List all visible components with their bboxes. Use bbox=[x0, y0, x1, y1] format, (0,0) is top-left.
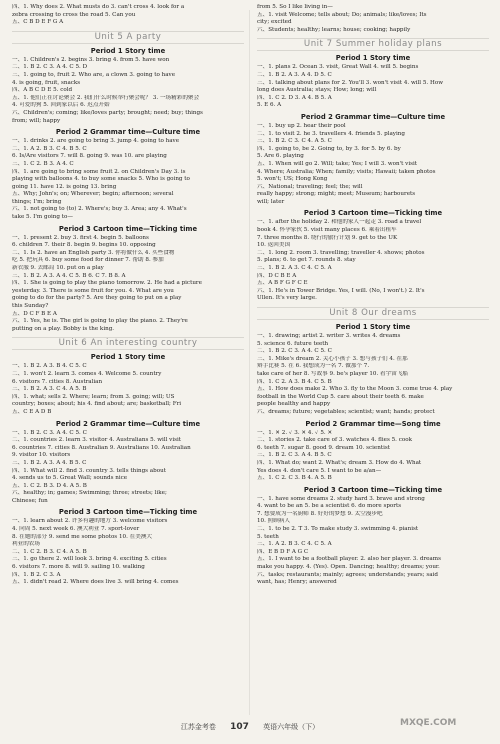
answer-line: 一、1. have some dreams 2. study hard 3. brave and strong bbox=[257, 495, 425, 502]
unit-7-title: Unit 7 Summer holiday plans bbox=[257, 38, 489, 51]
answer-line: Yes does 4. don't care 5. I want to be a/an— bbox=[257, 467, 382, 474]
unit-5-period-3-title: Period 3 Cartoon time—Ticking time bbox=[58, 224, 198, 233]
answer-line: zebra crossing to cross the road 5. Can you bbox=[12, 11, 136, 18]
answer-line: 5. E 6. A bbox=[257, 102, 282, 109]
left-top-block bbox=[12, 4, 244, 27]
answer-line: 一、1. after the holiday 2. 和他的家人一起走 3. road a travel bbox=[257, 219, 422, 226]
answer-line: 四、E B D F A G C bbox=[257, 548, 309, 555]
answer-line: going 11. have 12. is going 13. bring bbox=[12, 183, 117, 190]
answer-line: 一、1. drinks 2. are going to bring 3. jump 4. going to have bbox=[12, 138, 180, 145]
answer-line: 二、1. B 2. C 3. A 4. C 5. C bbox=[257, 348, 332, 355]
answer-line: 一、1. B 2. C 3. A 4. C 5. C bbox=[12, 429, 87, 436]
answer-line: 四、1. She is going to play the piano tomorrow. 2. He had a picture bbox=[12, 280, 202, 287]
answer-line: 三、1. Mike's dream 2. 关心小孩子 3. 想与孩子们 4. 在那 bbox=[257, 355, 408, 362]
unit-6-period-2-title: Period 2 Grammar time—Culture time bbox=[55, 419, 201, 428]
unit-5-period-1-title: Period 1 Story time bbox=[90, 46, 166, 55]
answer-line: 6. visitors 7. more 8. will 9. sailing 10. walking bbox=[12, 564, 145, 571]
unit-7-period-3-title: Period 3 Cartoon time—Ticking time bbox=[303, 209, 443, 218]
answer-line: 10. 照顾病人 bbox=[257, 518, 291, 525]
answer-line: 四、A B C D E 5. cold bbox=[12, 87, 73, 94]
answer-line: 二、1. B 2. A 3. A 4. D 5. C bbox=[257, 71, 332, 78]
answer-line: 一、1. B 2. A 3. B 4. C 5. C bbox=[12, 363, 87, 370]
answer-line: 一、1. plans 2. Ocean 3. visit, Great Wall 4. will 5. begins bbox=[257, 64, 419, 71]
right-top-block bbox=[257, 4, 489, 34]
answer-line: 4. 向周 5. next week 6. 澳大利亚 7. sport-lover bbox=[12, 526, 140, 533]
answer-line: 5. plans; 6. to get 7. rounds 8. stay bbox=[257, 257, 356, 264]
unit-6-period-2-answers bbox=[12, 430, 244, 506]
answer-line: 5. teeth bbox=[257, 533, 279, 540]
answer-line: putting on a play. Bobby is the king. bbox=[12, 325, 115, 332]
answer-line: 六、1. He's in Tower Bridge. Yes, I will. (No, I won't.) 2. It's bbox=[257, 287, 425, 294]
answer-line: 三、1. B 2. A 3. C 4. A 5. B bbox=[12, 386, 87, 393]
answer-line: 吃 5. 把玩具 6. buy some food for dinner 7. 帮助 8. 参加 bbox=[12, 257, 164, 264]
answer-line: people healthy and happy bbox=[257, 401, 331, 408]
answer-line: 四、1. What do; want 2. What's; dream 3. How do 4. What bbox=[257, 459, 422, 466]
answer-line: 五、1. C 2. B 3. D 4. A 5. B bbox=[12, 482, 87, 489]
unit-5-title: Unit 5 A party bbox=[12, 31, 244, 44]
answer-line: 五、1. visit Welcome; tells about; Do; animals; like/loves; Its bbox=[257, 11, 427, 18]
answer-line: 六、1. Yes, he is. The girl is going to play the piano. 2. They're bbox=[12, 318, 188, 325]
answer-line: country; boxes; about; his 4. find about; are; basketball; Fri bbox=[12, 401, 182, 408]
answer-line: 五、1. didn't read 2. Where does live 3. will bring 4. comes bbox=[12, 579, 179, 586]
answer-line: really happy; strong; might; meet; Museum; harbourets bbox=[257, 191, 416, 198]
answer-line: 二、1. C 2. B 3. C 4. A 5. B bbox=[12, 548, 87, 555]
answer-line: 三、1. go there 2. will look 3. bring 4. exciting 5. cities bbox=[12, 556, 167, 563]
answer-line: 6. Is/Are visitors 7. will 8. going 9. was 10. are playing bbox=[12, 153, 167, 160]
answer-line: 二、1. B 2. C 3. A 4. C 5. D bbox=[12, 64, 88, 71]
answer-line: take 5. I'm going to— bbox=[12, 214, 73, 221]
answer-line: will; later bbox=[257, 198, 285, 205]
answer-line: 二、1. won't 2. learn 3. comes 4. Welcome 5. country bbox=[12, 370, 162, 377]
answer-line: 六、dreams; future; vegetables; scientist; want; hands; protect bbox=[257, 408, 435, 415]
answer-line: 4. sends us to 5. Great Wall; sounds nice bbox=[12, 475, 128, 482]
unit-5-period-3-answers bbox=[12, 235, 244, 334]
answer-line: make you happy. 4. (Yes). Open. Dancing; healthy; dreams; your. bbox=[257, 564, 440, 571]
unit-8-period-2-answers bbox=[257, 430, 489, 483]
right-column bbox=[257, 4, 489, 587]
unit-8-period-3-title: Period 3 Cartoon time—Ticking time bbox=[303, 485, 443, 494]
answer-line: from; will; happy bbox=[12, 117, 61, 124]
unit-6-period-1-answers bbox=[12, 363, 244, 416]
unit-7-period-1-answers bbox=[257, 64, 489, 110]
answer-line: 一、1. learn about 2. 许多有趣的地方 3. welcome visitors bbox=[12, 518, 168, 525]
answer-line: 10. 返回美国 bbox=[257, 242, 291, 249]
answer-line: 五、1. I want to be a football player. 2. also her player. 3. dreams bbox=[257, 556, 441, 563]
unit-8-period-3-answers bbox=[257, 496, 489, 587]
unit-5-period-2-answers bbox=[12, 138, 244, 222]
answer-line: 五、D C F B E A bbox=[12, 310, 57, 317]
answer-line: 二、1. countries 2. learn 3. visitor 4. Australians 5. will visit bbox=[12, 437, 182, 444]
answer-line: 三、1. talking about plans for 2. You'll 3. won't visit 4. will 5. How bbox=[257, 79, 444, 86]
answer-line: playing with balloons 4. to buy some snacks 5. Who is going to bbox=[12, 176, 190, 183]
unit-6-period-3-title: Period 3 Cartoon time—Ticking time bbox=[58, 508, 198, 517]
answer-line: 二、1. Is 2. have an English party 3. 你将做什么 4. 买些食物 bbox=[12, 249, 175, 256]
answer-line: book 4. 怀孕家伙 5. visit many places 6. 乘着出租车 bbox=[257, 227, 397, 234]
answer-line: 六、National; traveling; feel; the; will bbox=[257, 183, 363, 190]
answer-line: 4. 可爱的狗 5. 回到家以后 6. 迟点开始 bbox=[12, 102, 110, 109]
unit-7-period-2-answers bbox=[257, 123, 489, 207]
answer-line: 六、tasks; restaurants; mainly; agrees; understands; years; said bbox=[257, 571, 438, 578]
answer-line: 四、D C B E A bbox=[257, 272, 297, 279]
answer-line: 一、1. present 2. buy 3. first 4. begin 5. balloons bbox=[12, 234, 149, 241]
unit-8-period-1-answers bbox=[257, 333, 489, 417]
answer-line: 五、Why; John's; on; Wherever; begin; afternoon; several bbox=[12, 191, 174, 198]
unit-6-period-1-title: Period 1 Story time bbox=[90, 353, 166, 362]
answer-line: 二、1. A 2. B 3. C 4. B 5. C bbox=[12, 145, 87, 152]
answer-line: take care of her 8. 写故事 9. be's player 10. 看宇宙飞船 bbox=[257, 370, 409, 377]
watermark-logo: MXQE.COM bbox=[400, 718, 457, 728]
answer-line: 利亚的农场 bbox=[12, 541, 40, 548]
answer-line: 四、1. C 2. A 3. B 4. C 5. B bbox=[257, 378, 332, 385]
unit-5-period-2-title: Period 2 Grammar time—Culture time bbox=[55, 128, 201, 137]
answer-line: 新衣服 9. 去邮局 10. put on a play bbox=[12, 265, 104, 272]
answer-line: 三、1. A 2. B 3. C 4. C 5. A bbox=[257, 541, 332, 548]
answer-line: 三、1. B 2. C 3. C 4. A 5. C bbox=[257, 138, 332, 145]
answer-line: 一、1. ✕ 2. ✓ 3. ✕ 4. ✓ 5. ✕ bbox=[257, 429, 333, 436]
unit-8-title: Unit 8 Our dreams bbox=[257, 307, 489, 320]
answer-line: 四、1. Why does 2. What musts do 3. can't cross 4. look for a bbox=[12, 4, 185, 10]
answer-line: yesterday. 3. There is some fruit for you. 4. What are you bbox=[12, 287, 174, 294]
answer-line: 6. countries 7. cities 8. Australian 9. Australians 10. Australian bbox=[12, 444, 191, 451]
answer-line: 二、1. long 2. room 3. travelling; traveller 4. shows; photos bbox=[257, 249, 425, 256]
answer-line: 三、1. B 2. A 3. A 4. B 5. C bbox=[12, 459, 87, 466]
unit-7-period-2-title: Period 2 Grammar time—Culture time bbox=[300, 112, 446, 121]
unit-5-period-1-answers bbox=[12, 57, 244, 125]
answer-line: city; excited bbox=[257, 19, 292, 26]
answer-line: from 5. So I like living in— bbox=[257, 4, 333, 10]
answer-line: 三、1. B 2. A 3. C 4. C 5. A bbox=[257, 265, 332, 272]
answer-line: 六、Children's; coming; like/loves party; brought; need; buy; things bbox=[12, 109, 203, 116]
answer-line: 五、A B F G F C E bbox=[257, 280, 308, 287]
unit-7-period-3-answers bbox=[257, 219, 489, 303]
answer-line: long does Australia; stays; How; long; will bbox=[257, 87, 377, 94]
answer-line: 5. won't; US; Hong Kong bbox=[257, 176, 328, 183]
footer-subject: 英语六年级（下） bbox=[263, 723, 320, 731]
answer-line: 四、1. are going to bring some fruit 2. on Children's Day 3. is bbox=[12, 168, 186, 175]
unit-7-period-1-title: Period 1 Story time bbox=[335, 54, 411, 63]
answer-line: 三、1. B 2. C 3. A 4. B 5. C bbox=[257, 452, 332, 459]
answer-line: 5. Are 6. playing bbox=[257, 153, 304, 160]
answer-line: 五、C B D E F G A bbox=[12, 19, 64, 26]
answer-line: 一、1. drawing; artist 2. writer 3. writes 4. dreams bbox=[257, 333, 401, 339]
answer-line: want, has; Henry; answered bbox=[257, 579, 337, 586]
answer-line: 6. children 7. their 8. begin 9. begins 10. opposing bbox=[12, 242, 156, 249]
answer-line: 六、Students; healthy; learns; house; cooking; happily bbox=[257, 26, 411, 33]
answer-line: 四、1. C 2. D 3. A 4. B 5. A bbox=[257, 94, 332, 101]
answer-line: 4. Where; Australia; When; family; visits; Hawaii; taken photos bbox=[257, 168, 436, 175]
answer-line: 6. teeth 7. sugar 8. good 9. dream 10. scientist bbox=[257, 444, 390, 451]
answer-line: 辩手比赛 5. 在 6. 我想成为一名 7. 做那个 7. bbox=[257, 363, 370, 370]
answer-line: 5. science 6. future teeth bbox=[257, 340, 329, 347]
answer-line: 二、1. stories 2. take care of 3. watches 4. flies 5. cook bbox=[257, 437, 412, 444]
answer-line: 一、1. Children's 2. begins 3. bring 4. from 5. have won bbox=[12, 56, 170, 63]
unit-6-period-3-answers bbox=[12, 518, 244, 586]
answer-line: 7. 想要成为一名厨师 8. 好好的梦想 9. 太空漫步吧 bbox=[257, 510, 383, 517]
column-divider bbox=[249, 10, 250, 715]
answer-line: 4. is going, fruit, snacks bbox=[12, 79, 81, 86]
answer-line: 一、1. buy up 2. hear their pool bbox=[257, 122, 346, 129]
answer-line: this Sunday? bbox=[12, 303, 49, 309]
page-number: 107 bbox=[230, 722, 249, 732]
answer-line: Chinese; fun bbox=[12, 497, 48, 504]
answer-line: 五、1. C 2. C 3. B 4. A 5. B bbox=[257, 475, 332, 482]
unit-8-period-2-title: Period 2 Grammar time—Song time bbox=[305, 419, 441, 428]
answer-line: 8. 在她的部分 9. send me some photos 10. 在美澳大 bbox=[12, 533, 153, 540]
answer-line: 四、1. B 2. C 3. A bbox=[12, 571, 61, 578]
answer-line: 五、1. How does make 2. Who 3. fly to the Moon 3. come true 4. play bbox=[257, 386, 453, 393]
left-column bbox=[12, 4, 244, 587]
answer-line: 四、1. What will 2. find 3. country 3. tells things about bbox=[12, 467, 166, 474]
answer-line: 五、1. When will go 2. Will; take; Yes; I will 3. won't visit bbox=[257, 160, 418, 167]
answer-line: 四、1. going to, be 2. Going to, by 3. for 5. by 6. by bbox=[257, 145, 401, 152]
answer-line: 6. visitors 7. cities 8. Australian bbox=[12, 378, 103, 385]
answer-line: 二、1. to visit 2. he 3. travellers 4. friends 5. playing bbox=[257, 130, 405, 137]
answer-line: 4. want to be an 5. be a scientist 6. do more sports bbox=[257, 503, 402, 510]
answer-line: football in the World Cup 5. care about their teeth 6. make bbox=[257, 393, 424, 400]
answer-line: 三、1. C 2. B 3. A 4. C bbox=[12, 160, 74, 167]
answer-line: 三、1. going to, fruit 2. Who are, a clown 3. going to have bbox=[12, 71, 176, 78]
answer-line: 9. visitor 10. visitors bbox=[12, 452, 71, 459]
answer-line: 六、1. not going to (to) 2. Where's; buy 3. Area; any 4. What's bbox=[12, 206, 187, 213]
answer-line: things; I'm; bring bbox=[12, 198, 62, 205]
answer-line: 六、healthy; in; games; Swimming; three; streets; like; bbox=[12, 490, 167, 497]
answer-line: 二、1. to be 2. T 3. To make study 3. swimming 4. pianist bbox=[257, 526, 419, 533]
answer-line: 三、1. B 2. A 3. A 4. C 5. B 6. C 7. B 8. A bbox=[12, 272, 126, 279]
answer-line: Ullen. It's very large. bbox=[257, 295, 317, 302]
answer-line: 7. three months 8. 绕行的旅行计划 9. get to the UK bbox=[257, 234, 398, 241]
answer-line: 五、C E A D B bbox=[12, 408, 52, 415]
unit-8-period-1-title: Period 1 Story time bbox=[335, 323, 411, 331]
answer-line: 四、1. what; sells 2. Where; learn; from 3. going; will; US bbox=[12, 393, 175, 400]
unit-6-title: Unit 6 An interesting country bbox=[12, 337, 244, 350]
answer-line: 五、1. 他们正在讨论聚会 2. 我们什么时候举行聚会呢？ 3. 一场精彩的聚会 bbox=[12, 94, 200, 101]
answer-line: going to do for the party? 5. Are they going to put on a play bbox=[12, 295, 182, 302]
footer-book-title: 江苏金考卷 bbox=[180, 723, 216, 731]
